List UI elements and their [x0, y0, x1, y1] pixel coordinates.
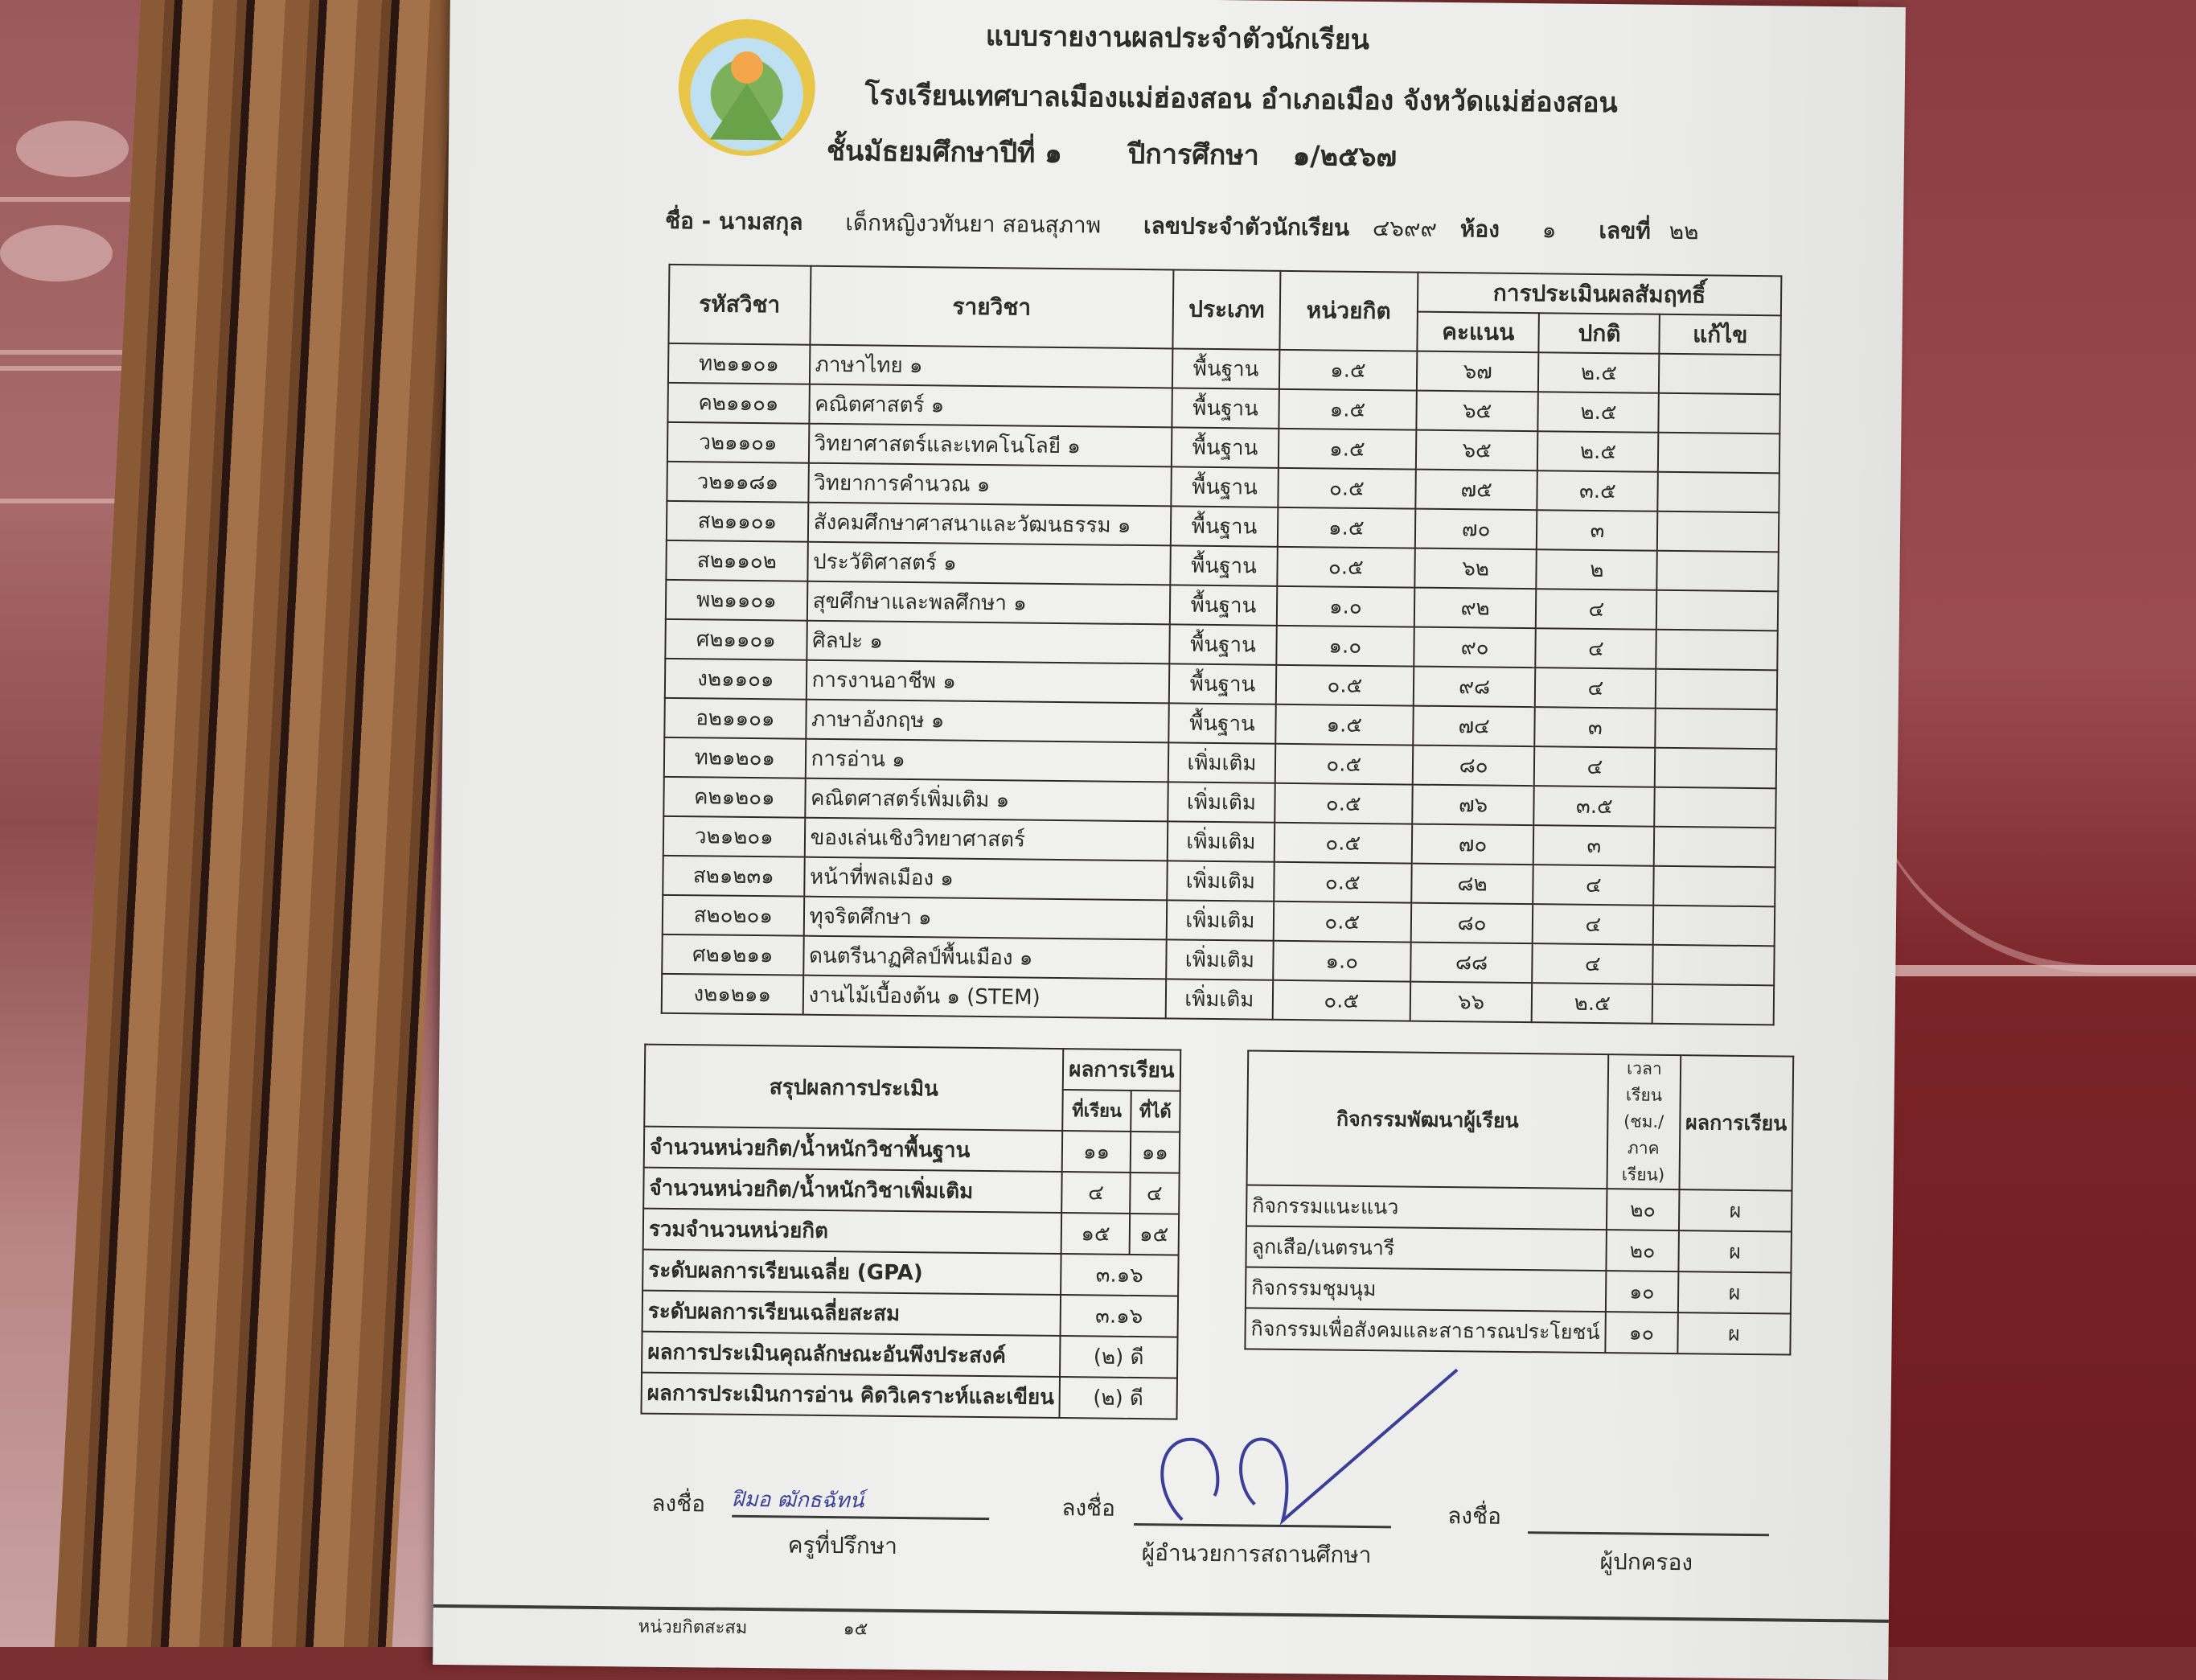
- summary-value: ๓.๑๖: [1061, 1295, 1178, 1337]
- accumulated-credits-label: หน่วยกิตสะสม: [638, 1616, 748, 1638]
- activities-hours-header: เวลาเรียน (ชม./ภาคเรียน): [1607, 1054, 1681, 1189]
- subject-name: วิทยาการคำนวณ ๑: [808, 463, 1172, 507]
- subject-code: ว๒๑๑๐๑: [667, 422, 809, 463]
- subject-type: พื้นฐาน: [1172, 388, 1279, 428]
- subject-revised-grade: [1657, 511, 1779, 552]
- subject-type: เพิ่มเติม: [1167, 861, 1274, 901]
- subject-revised-grade: [1652, 984, 1774, 1025]
- room-label: ห้อง: [1459, 216, 1500, 243]
- subject-name: ภาษาอังกฤษ ๑: [806, 700, 1169, 743]
- summary-earned-header: ที่ได้: [1131, 1091, 1180, 1132]
- summary-row: [642, 1250, 1178, 1296]
- activity-name: กิจกรรมเพื่อสังคมและสาธารณประโยชน์: [1245, 1308, 1605, 1353]
- summary-row: [642, 1291, 1178, 1337]
- subject-score: ๖๒: [1414, 548, 1537, 589]
- student-id: ๔๖๙๙: [1372, 215, 1438, 242]
- subject-score: ๗๐: [1415, 509, 1537, 550]
- subject-credits: ๑.๕: [1275, 704, 1414, 746]
- report-card-paper: [433, 0, 1906, 1680]
- activity-row: [1246, 1185, 1792, 1231]
- subject-type: พื้นฐาน: [1172, 427, 1279, 467]
- subject-code: ค๒๑๒๐๑: [663, 777, 805, 818]
- header-type: ประเภท: [1173, 269, 1281, 349]
- wall-flower-pattern: [0, 225, 113, 281]
- summary-label: ระดับผลการเรียนเฉลี่ยสะสม: [642, 1291, 1061, 1336]
- summary-value: (๒) ดี: [1060, 1377, 1177, 1419]
- header-credits: หน่วยกิต: [1279, 271, 1418, 351]
- header-normal: ปกติ: [1539, 313, 1660, 354]
- year-label: ปีการศึกษา: [1127, 138, 1260, 172]
- subject-credits: ๐.๕: [1275, 744, 1414, 785]
- subject-credits: ๐.๕: [1274, 862, 1412, 903]
- activity-name: กิจกรรมแนะแนว: [1246, 1185, 1607, 1230]
- subject-grade: ๒.๕: [1538, 392, 1659, 433]
- activity-name: ลูกเสือ/เนตรนารี: [1246, 1226, 1606, 1271]
- subject-code: ส๒๑๑๐๒: [666, 540, 807, 581]
- subject-type: พื้นฐาน: [1169, 663, 1276, 704]
- subject-code: ท๒๑๑๐๑: [668, 343, 810, 384]
- subject-code: ค๒๑๑๐๑: [667, 383, 809, 424]
- summary-earned: ๑๕: [1130, 1214, 1179, 1255]
- parent-sign-label: ลงชื่อ: [1447, 1502, 1502, 1530]
- subject-score: ๗๔: [1413, 706, 1535, 747]
- grade-year-line: [827, 129, 1454, 179]
- subject-revised-grade: [1653, 945, 1775, 986]
- parent-role: ผู้ปกครอง: [1599, 1548, 1693, 1576]
- student-id-label: เลขประจำตัวนักเรียน: [1143, 212, 1350, 241]
- subject-credits: ๐.๕: [1274, 823, 1412, 864]
- subject-code: ส๒๐๒๐๑: [663, 895, 804, 936]
- subject-code: ง๒๑๑๐๑: [665, 659, 807, 700]
- header-code: รหัสวิชา: [668, 265, 811, 345]
- summary-table: [640, 1044, 1180, 1420]
- activity-row: [1246, 1267, 1791, 1313]
- header-revised: แก้ไข: [1660, 314, 1781, 355]
- subject-name: ทุจริตศึกษา ๑: [803, 897, 1167, 940]
- subject-grade: ๒.๕: [1538, 352, 1659, 393]
- number-value: ๒๒: [1669, 217, 1699, 245]
- subject-credits: ๐.๕: [1278, 468, 1416, 509]
- subject-score: ๙๘: [1414, 667, 1536, 708]
- subject-name: สุขศึกษาและพลศึกษา ๑: [807, 581, 1170, 625]
- subject-name: การอ่าน ๑: [805, 739, 1168, 782]
- activity-hours: ๒๐: [1607, 1189, 1679, 1230]
- subject-type: พื้นฐาน: [1170, 585, 1277, 625]
- subject-revised-grade: [1659, 354, 1780, 395]
- background-right: [1858, 0, 2196, 1647]
- subject-code: ว๒๑๒๐๑: [663, 816, 805, 857]
- subject-grade: ๔: [1534, 746, 1655, 787]
- subject-revised-grade: [1654, 866, 1775, 907]
- advisor-role: ครูที่ปรึกษา: [787, 1531, 898, 1559]
- summary-title: สรุปผลการประเมิน: [644, 1045, 1063, 1131]
- subject-type: เพิ่มเติม: [1168, 821, 1275, 861]
- subject-type: พื้นฐาน: [1169, 624, 1276, 664]
- subject-grade: ๒.๕: [1532, 983, 1652, 1024]
- subject-revised-grade: [1655, 787, 1776, 828]
- subject-score: ๗๐: [1412, 824, 1534, 865]
- summary-studied: ๑๑: [1062, 1131, 1131, 1173]
- subject-type: พื้นฐาน: [1171, 466, 1278, 507]
- subject-name: คณิตศาสตร์เพิ่มเติม ๑: [805, 778, 1168, 822]
- activities-title: กิจกรรมพัฒนาผู้เรียน: [1247, 1050, 1609, 1189]
- summary-row: [644, 1127, 1180, 1173]
- summary-earned: ๑๑: [1131, 1132, 1180, 1173]
- subject-credits: ๐.๕: [1272, 980, 1410, 1021]
- subject-grade: ๓: [1533, 825, 1654, 866]
- activities-table: [1244, 1049, 1794, 1355]
- advisor-signature-line: [732, 1515, 989, 1520]
- subject-name: ประวัติศาสตร์ ๑: [807, 542, 1171, 585]
- subject-name: งานไม้เบื้องต้น ๑ (STEM): [802, 976, 1166, 1019]
- subject-name: ศิลปะ ๑: [807, 621, 1170, 664]
- subject-score: ๖๗: [1417, 351, 1539, 392]
- subject-score: ๘๒: [1411, 864, 1533, 905]
- activity-result: ผ: [1679, 1189, 1792, 1231]
- activity-hours: ๑๐: [1606, 1271, 1678, 1312]
- subject-revised-grade: [1658, 472, 1779, 513]
- subject-revised-grade: [1654, 827, 1775, 868]
- subject-grade: ๔: [1533, 865, 1654, 906]
- subject-type: พื้นฐาน: [1168, 703, 1275, 743]
- subject-type: เพิ่มเติม: [1167, 900, 1274, 940]
- header-score: คะแนน: [1417, 312, 1539, 353]
- subject-score: ๖๖: [1410, 982, 1532, 1023]
- subject-name: การงานอาชีพ ๑: [806, 660, 1169, 704]
- summary-value: ๓.๑๖: [1061, 1254, 1178, 1296]
- activities-body: [1245, 1185, 1792, 1354]
- subject-name: วิทยาศาสตร์และเทคโนโลยี ๑: [808, 424, 1172, 467]
- student-info: [665, 203, 1734, 250]
- subject-credits: ๐.๕: [1277, 547, 1415, 588]
- wall-rail: [1858, 965, 2196, 976]
- subject-score: ๙๒: [1414, 588, 1537, 629]
- subject-credits: ๐.๕: [1275, 783, 1413, 824]
- subject-revised-grade: [1656, 630, 1778, 671]
- subject-grade: ๓: [1535, 707, 1656, 748]
- subject-type: พื้นฐาน: [1170, 545, 1277, 585]
- subject-type: เพิ่มเติม: [1166, 939, 1273, 980]
- summary-label: ผลการประเมินคุณลักษณะอันพึงประสงค์: [642, 1332, 1061, 1377]
- summary-value: (๒) ดี: [1060, 1336, 1177, 1378]
- subject-revised-grade: [1658, 433, 1779, 474]
- subject-grade: ๔: [1533, 904, 1653, 945]
- subject-grade: ๔: [1536, 589, 1656, 630]
- subject-code: ส๒๑๑๐๑: [667, 501, 808, 542]
- summary-earned: ๔: [1130, 1173, 1179, 1214]
- subject-revised-grade: [1656, 669, 1777, 710]
- summary-label: จำนวนหน่วยกิต/น้ำหนักวิชาพื้นฐาน: [644, 1127, 1063, 1172]
- activity-result: ผ: [1677, 1312, 1791, 1354]
- header-subject: รายวิชา: [810, 266, 1174, 349]
- subject-credits: ๑.๕: [1279, 429, 1417, 470]
- subject-score: ๘๐: [1411, 903, 1533, 944]
- student-name: เด็กหญิงวทันยา สอนสุภาพ: [845, 209, 1102, 239]
- subject-code: ศ๒๑๒๑๑: [662, 934, 803, 976]
- subject-score: ๗๖: [1412, 785, 1534, 826]
- subject-name: คณิตศาสตร์ ๑: [809, 384, 1172, 428]
- subject-revised-grade: [1656, 590, 1778, 631]
- wall-arc: [1858, 724, 2196, 973]
- subject-score: ๖๕: [1416, 391, 1538, 432]
- subject-type: เพิ่มเติม: [1168, 742, 1275, 782]
- subject-credits: ๑.๐: [1277, 586, 1415, 627]
- subject-code: ท๒๑๒๐๑: [664, 737, 806, 778]
- subject-revised-grade: [1657, 551, 1779, 592]
- subject-credits: ๑.๕: [1278, 507, 1416, 548]
- advisor-signature: ฝิมอ ฒักธฉัทน์: [732, 1487, 864, 1514]
- subject-credits: ๑.๐: [1276, 626, 1414, 667]
- subject-score: ๗๕: [1415, 470, 1537, 511]
- grades-table: [661, 264, 1783, 1025]
- summary-studied-header: ที่เรียน: [1062, 1090, 1131, 1132]
- activity-result: ผ: [1678, 1271, 1792, 1313]
- summary-label: ผลการประเมินการอ่าน คิดวิเคราะห์และเขียน: [642, 1373, 1061, 1418]
- summary-row: [643, 1168, 1179, 1214]
- subject-score: ๙๐: [1414, 627, 1536, 668]
- grades-table-body: [662, 343, 1781, 1025]
- subject-revised-grade: [1653, 906, 1775, 947]
- activity-row: [1246, 1226, 1791, 1272]
- subject-grade: ๒: [1537, 549, 1657, 590]
- summary-row: [643, 1209, 1179, 1255]
- subject-revised-grade: [1659, 393, 1780, 434]
- subject-credits: ๑.๐: [1273, 941, 1411, 982]
- number-label: เลขที่: [1599, 216, 1651, 244]
- subject-name: สังคมศึกษาศาสนาและวัฒนธรรม ๑: [807, 503, 1171, 546]
- summary-result-header: ผลการเรียน: [1063, 1049, 1180, 1091]
- subject-name: ดนตรีนาฏศิลป์พื้นเมือง ๑: [803, 936, 1167, 980]
- subject-type: เพิ่มเติม: [1168, 782, 1275, 822]
- subject-grade: ๓.๕: [1537, 470, 1658, 511]
- subject-grade: ๓.๕: [1534, 786, 1655, 827]
- summary-body: [642, 1127, 1180, 1419]
- summary-label: ระดับผลการเรียนเฉลี่ย (GPA): [642, 1250, 1061, 1295]
- subject-code: ง๒๑๒๑๑: [662, 974, 803, 1015]
- subject-grade: ๒.๕: [1537, 431, 1658, 472]
- grade-label: ชั้นมัธยมศึกษาปีที่ ๑: [826, 134, 1063, 170]
- director-role: ผู้อำนวยการสถานศึกษา: [1141, 1539, 1372, 1569]
- subject-grade: ๔: [1536, 628, 1656, 669]
- subject-code: ศ๒๑๑๐๑: [665, 619, 807, 660]
- subject-grade: ๔: [1535, 667, 1656, 709]
- subject-revised-grade: [1656, 709, 1777, 750]
- accumulated-credits-value: ๑๕: [843, 1619, 868, 1640]
- activity-hours: ๒๐: [1606, 1230, 1678, 1271]
- activity-result: ผ: [1678, 1230, 1792, 1272]
- subject-score: ๖๕: [1416, 430, 1538, 471]
- subject-type: เพิ่มเติม: [1166, 979, 1273, 1019]
- room-value: ๑: [1541, 216, 1557, 244]
- activity-hours: ๑๐: [1605, 1312, 1677, 1353]
- year-value: ๑/๒๕๖๗: [1292, 139, 1398, 174]
- summary-label: จำนวนหน่วยกิต/น้ำหนักวิชาเพิ่มเติม: [643, 1168, 1062, 1213]
- wall-flower-pattern: [16, 121, 129, 177]
- subject-credits: ๐.๕: [1273, 902, 1411, 943]
- subject-name: หน้าที่พลเมือง ๑: [804, 857, 1168, 901]
- subject-type: พื้นฐาน: [1171, 506, 1278, 546]
- subject-credits: ๑.๕: [1279, 389, 1417, 430]
- director-sign-label: ลงชื่อ: [1061, 1494, 1116, 1522]
- subject-grade: ๔: [1533, 943, 1653, 984]
- school-line: โรงเรียนเทศบาลเมืองแม่ฮ่องสอน อำเภอเมือง จังหวัดแม่ฮ่องสอน: [864, 79, 1618, 120]
- activity-name: กิจกรรมชุมนุม: [1246, 1267, 1606, 1312]
- summary-studied: ๔: [1061, 1172, 1130, 1214]
- subject-type: พื้นฐาน: [1172, 348, 1279, 388]
- subject-credits: ๑.๕: [1279, 350, 1418, 391]
- subject-name: ของเล่นเชิงวิทยาศาสตร์: [804, 818, 1168, 861]
- subject-code: ว๒๑๑๘๑: [667, 462, 808, 503]
- activities-result-header: ผลการเรียน: [1679, 1055, 1793, 1190]
- parent-signature-line: [1528, 1531, 1769, 1536]
- subject-score: ๘๘: [1410, 943, 1533, 984]
- subject-grade: ๓: [1537, 510, 1657, 551]
- subject-revised-grade: [1655, 748, 1776, 789]
- report-title: แบบรายงานผลประจำตัวนักเรียน: [985, 19, 1370, 56]
- summary-label: รวมจำนวนหน่วยกิต: [643, 1209, 1062, 1254]
- summary-row: [642, 1332, 1177, 1378]
- subject-code: พ๒๑๑๐๑: [666, 580, 807, 621]
- header-assessment: การประเมินผลสัมฤทธิ์: [1418, 273, 1782, 316]
- subject-name: ภาษาไทย ๑: [809, 345, 1172, 388]
- subject-credits: ๐.๕: [1276, 665, 1414, 706]
- subject-score: ๘๐: [1413, 746, 1535, 787]
- summary-row: [642, 1373, 1177, 1419]
- name-label: ชื่อ - นามสกุล: [664, 207, 803, 236]
- advisor-sign-label: ลงชื่อ: [651, 1489, 706, 1518]
- activity-row: [1245, 1308, 1790, 1354]
- summary-studied: ๑๕: [1061, 1213, 1130, 1255]
- subject-code: อ๒๑๑๐๑: [664, 698, 806, 739]
- subject-code: ส๒๑๒๓๑: [663, 856, 804, 897]
